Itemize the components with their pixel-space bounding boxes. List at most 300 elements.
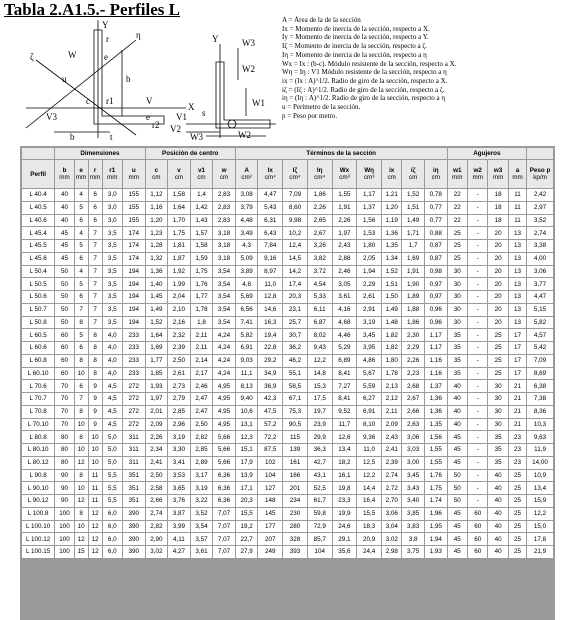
table-cell: 1,35 bbox=[382, 240, 401, 252]
table-cell: 2,98 bbox=[382, 546, 401, 558]
table-cell: 80 bbox=[55, 444, 73, 456]
table-cell: 7,07 bbox=[213, 521, 235, 533]
table-row bbox=[22, 304, 553, 316]
table-cell: 17 bbox=[509, 329, 526, 341]
table-cell: 1,88 bbox=[402, 304, 424, 316]
diagram-label-e1: e bbox=[104, 52, 108, 62]
table-cell: 1,81 bbox=[168, 240, 190, 252]
table-cell: 17,4 bbox=[283, 278, 307, 290]
table-cell: 12 bbox=[75, 533, 88, 545]
table-cell: 40 bbox=[488, 546, 507, 558]
table-cell: 4,11 bbox=[168, 533, 190, 545]
table-cell: 1,16 bbox=[425, 355, 447, 367]
table-cell: - bbox=[468, 202, 487, 214]
table-cell: 2,04 bbox=[168, 291, 190, 303]
legend-item: p = Peso por metro. bbox=[282, 111, 338, 120]
table-cell: 23,9 bbox=[308, 419, 332, 431]
table-cell: 1,59 bbox=[191, 253, 213, 265]
table-cell: 3,06 bbox=[382, 508, 401, 520]
table-cell: 5,59 bbox=[357, 380, 381, 392]
table-cell: 40 bbox=[55, 215, 73, 227]
table-cell: 8,13 bbox=[236, 380, 258, 392]
table-cell: 1,78 bbox=[382, 368, 401, 380]
table-cell: 35 bbox=[448, 368, 467, 380]
table-cell: 1,71 bbox=[402, 227, 424, 239]
table-cell: 3,85 bbox=[402, 508, 424, 520]
profile-name-cell: L 60.10 bbox=[22, 368, 54, 380]
table-cell: 0,87 bbox=[425, 240, 447, 252]
table-cell: 5,82 bbox=[527, 317, 553, 329]
table-cell: 3,5 bbox=[103, 240, 122, 252]
table-cell: 1,37 bbox=[425, 380, 447, 392]
table-row bbox=[22, 444, 553, 456]
table-cell: 2,61 bbox=[168, 368, 190, 380]
diagram-label-v3: V3 bbox=[46, 112, 57, 122]
table-cell: - bbox=[468, 380, 487, 392]
table-cell: 10,3 bbox=[527, 419, 553, 431]
table-cell: 12 bbox=[89, 533, 102, 545]
table-cell: 25 bbox=[509, 546, 526, 558]
table-cell: 1,56 bbox=[357, 215, 381, 227]
column-symbol: w3 bbox=[493, 167, 503, 174]
table-cell: 1,76 bbox=[425, 470, 447, 482]
table-cell: 9 bbox=[89, 406, 102, 418]
table-cell: 3,0 bbox=[103, 202, 122, 214]
profile-diagram bbox=[6, 20, 276, 142]
table-cell: 1,85 bbox=[146, 368, 168, 380]
table-cell: 5,0 bbox=[103, 444, 122, 456]
diagram-label-eta: η bbox=[136, 30, 141, 40]
table-cell: 13 bbox=[509, 227, 526, 239]
table-cell: 6 bbox=[75, 215, 88, 227]
profile-name-cell: L 70.10 bbox=[22, 419, 54, 431]
table-cell: 24,6 bbox=[333, 521, 357, 533]
table-cell: 2,74 bbox=[527, 227, 553, 239]
table-cell: 1,58 bbox=[191, 240, 213, 252]
table-cell: 3,18 bbox=[213, 227, 235, 239]
table-cell: 7 bbox=[89, 317, 102, 329]
table-cell: 104 bbox=[308, 546, 332, 558]
diagram-label-w3: W3 bbox=[242, 38, 255, 48]
table-cell: 11 bbox=[89, 470, 102, 482]
table-cell: 1,51 bbox=[382, 278, 401, 290]
diagram-label-v2: V2 bbox=[170, 124, 181, 134]
table-cell: 12,2 bbox=[357, 470, 381, 482]
table-cell: 3,0 bbox=[103, 215, 122, 227]
table-cell: 0,98 bbox=[425, 266, 447, 278]
profile-name-cell: L 50.5 bbox=[22, 278, 54, 290]
column-header bbox=[488, 160, 507, 188]
table-cell: 23 bbox=[509, 444, 526, 456]
table-cell: 5,43 bbox=[258, 202, 282, 214]
table-cell: 2,41 bbox=[146, 457, 168, 469]
table-cell: 1,37 bbox=[357, 202, 381, 214]
diagram-label-zeta: ζ bbox=[30, 52, 34, 62]
table-cell: 2,26 bbox=[402, 355, 424, 367]
table-cell: 7,07 bbox=[213, 533, 235, 545]
table-cell: 2,32 bbox=[168, 329, 190, 341]
table-cell: 1,52 bbox=[146, 317, 168, 329]
table-row bbox=[22, 419, 553, 431]
table-cell: - bbox=[468, 406, 487, 418]
table-cell: - bbox=[468, 393, 487, 405]
profiles-table-container bbox=[20, 146, 555, 620]
column-header bbox=[168, 160, 190, 188]
table-cell: 12,2 bbox=[308, 355, 332, 367]
table-cell: 18 bbox=[488, 189, 507, 201]
table-cell: 1,77 bbox=[146, 355, 168, 367]
header-blank bbox=[22, 148, 54, 159]
table-cell: 1,90 bbox=[402, 278, 424, 290]
table-cell: 29,2 bbox=[258, 355, 282, 367]
column-symbol: v bbox=[177, 167, 181, 174]
table-cell: 25 bbox=[488, 329, 507, 341]
column-symbol: r bbox=[93, 167, 97, 174]
table-cell: 1,76 bbox=[191, 278, 213, 290]
table-cell: 2,47 bbox=[191, 393, 213, 405]
group-agujeros: Agujeros bbox=[448, 148, 527, 159]
table-cell: 36,2 bbox=[283, 342, 307, 354]
column-unit: cm bbox=[197, 174, 206, 181]
table-cell: 16,4 bbox=[357, 495, 381, 507]
table-cell: 4,5 bbox=[103, 406, 122, 418]
table-cell: 30 bbox=[488, 393, 507, 405]
column-unit: mm bbox=[492, 174, 504, 181]
table-cell: 311 bbox=[123, 431, 145, 443]
table-cell: 25 bbox=[488, 342, 507, 354]
table-cell: 3,54 bbox=[213, 266, 235, 278]
table-cell: 390 bbox=[123, 546, 145, 558]
table-cell: 1,69 bbox=[402, 253, 424, 265]
table-cell: 390 bbox=[123, 508, 145, 520]
column-header bbox=[258, 160, 282, 188]
table-cell: 3,43 bbox=[402, 482, 424, 494]
table-cell: 100 bbox=[55, 508, 73, 520]
legend-item: Wη = Iη : V1 Módulo resistente de la sección, respecto a η bbox=[282, 68, 447, 77]
table-cell: 15,3 bbox=[308, 380, 332, 392]
profile-name-cell: L 60.6 bbox=[22, 342, 54, 354]
table-cell: 3,40 bbox=[402, 495, 424, 507]
table-cell: 11 bbox=[89, 482, 102, 494]
table-cell: 2,96 bbox=[168, 419, 190, 431]
table-cell: - bbox=[468, 240, 487, 252]
table-cell: 23 bbox=[509, 457, 526, 469]
column-symbol: Peso p bbox=[529, 167, 551, 174]
table-cell: 52,5 bbox=[308, 482, 332, 494]
column-symbol: Wx bbox=[339, 167, 350, 174]
table-cell: 1,34 bbox=[382, 253, 401, 265]
table-cell: 7 bbox=[75, 304, 88, 316]
table-cell: 2,39 bbox=[168, 342, 190, 354]
column-header bbox=[425, 160, 447, 188]
table-cell: 1,80 bbox=[357, 240, 381, 252]
table-cell: 13 bbox=[509, 278, 526, 290]
table-cell: 5 bbox=[75, 329, 88, 341]
table-cell: 14,00 bbox=[527, 457, 553, 469]
table-cell: 8,69 bbox=[527, 368, 553, 380]
diagram-label-u: u bbox=[62, 74, 67, 84]
table-cell: 1,64 bbox=[168, 202, 190, 214]
table-cell: 20,9 bbox=[357, 533, 381, 545]
table-cell: 5,66 bbox=[213, 444, 235, 456]
table-cell: 8 bbox=[75, 406, 88, 418]
group-terminos-seccion: Términos de la sección bbox=[236, 148, 447, 159]
table-cell: 390 bbox=[123, 533, 145, 545]
table-cell: - bbox=[468, 266, 487, 278]
column-unit: mm bbox=[59, 174, 70, 181]
table-cell: 87,5 bbox=[258, 444, 282, 456]
table-cell: 20 bbox=[488, 227, 507, 239]
table-cell: 30 bbox=[488, 419, 507, 431]
column-unit: mm bbox=[472, 174, 483, 181]
table-cell: 11 bbox=[89, 495, 102, 507]
table-cell: 11,9 bbox=[527, 444, 553, 456]
table-cell: 4,24 bbox=[213, 342, 235, 354]
table-cell: 390 bbox=[123, 521, 145, 533]
table-cell: 6,0 bbox=[103, 533, 122, 545]
table-cell: 3,5 bbox=[103, 253, 122, 265]
table-cell: 1,45 bbox=[146, 291, 168, 303]
table-cell: 60 bbox=[468, 508, 487, 520]
column-symbol: v1 bbox=[197, 167, 205, 174]
table-cell: 4,0 bbox=[103, 355, 122, 367]
diagram-label-w1: W1 bbox=[252, 98, 265, 108]
table-cell: 3,19 bbox=[357, 317, 381, 329]
table-cell: 20 bbox=[488, 240, 507, 252]
table-cell: 2,66 bbox=[146, 495, 168, 507]
table-cell: - bbox=[468, 482, 487, 494]
table-cell: 2,29 bbox=[402, 342, 424, 354]
table-cell: 0,87 bbox=[425, 253, 447, 265]
table-cell: 351 bbox=[123, 495, 145, 507]
column-header bbox=[236, 160, 258, 188]
table-cell: 2,65 bbox=[308, 215, 332, 227]
table-cell: 2,63 bbox=[402, 419, 424, 431]
table-cell: 25 bbox=[509, 533, 526, 545]
table-cell: 10 bbox=[75, 482, 88, 494]
table-cell: 25 bbox=[448, 253, 467, 265]
table-cell: 12,8 bbox=[258, 291, 282, 303]
table-cell: 2,85 bbox=[168, 406, 190, 418]
table-cell: 3,57 bbox=[191, 533, 213, 545]
table-cell: 1,80 bbox=[382, 355, 401, 367]
table-cell: 2,67 bbox=[402, 393, 424, 405]
table-cell: 1,96 bbox=[425, 508, 447, 520]
table-cell: 7,07 bbox=[213, 508, 235, 520]
table-cell: 11 bbox=[509, 189, 526, 201]
table-cell: 3,83 bbox=[402, 521, 424, 533]
table-cell: 177 bbox=[258, 521, 282, 533]
table-cell: 8 bbox=[89, 329, 102, 341]
column-header bbox=[75, 160, 88, 188]
table-cell: 13 bbox=[509, 304, 526, 316]
table-cell: 3,75 bbox=[402, 546, 424, 558]
column-symbol: b bbox=[62, 167, 67, 174]
table-cell: 8 bbox=[89, 342, 102, 354]
diagram-label-y2: Y bbox=[212, 34, 219, 44]
table-row bbox=[22, 495, 553, 507]
table-cell: 1,75 bbox=[191, 266, 213, 278]
table-cell: 3,03 bbox=[402, 444, 424, 456]
table-cell: 5,69 bbox=[236, 291, 258, 303]
table-cell: 24,4 bbox=[357, 546, 381, 558]
table-cell: 272 bbox=[123, 419, 145, 431]
table-cell: 4,00 bbox=[527, 253, 553, 265]
table-cell: 3,8 bbox=[402, 533, 424, 545]
column-symbol: w2 bbox=[473, 167, 482, 174]
table-cell: 2,11 bbox=[382, 406, 401, 418]
table-cell: 1,50 bbox=[382, 291, 401, 303]
table-cell: 1,20 bbox=[146, 215, 168, 227]
table-cell: 2,05 bbox=[357, 253, 381, 265]
profile-name-cell: L 45.5 bbox=[22, 240, 54, 252]
group-dimensiones: Dimensiones bbox=[55, 148, 144, 159]
table-cell: 40 bbox=[448, 380, 467, 392]
table-cell: 19,4 bbox=[258, 329, 282, 341]
table-cell: 80 bbox=[55, 457, 73, 469]
table-cell: 20 bbox=[488, 253, 507, 265]
table-cell: 201 bbox=[283, 482, 307, 494]
table-cell: 30,7 bbox=[283, 329, 307, 341]
legend-item: Ix = Momento de inercia de la sección, respecto a X. bbox=[282, 24, 430, 33]
table-cell: 7 bbox=[89, 266, 102, 278]
table-row bbox=[22, 482, 553, 494]
table-cell: 6,36 bbox=[213, 495, 235, 507]
table-cell: 12 bbox=[75, 495, 88, 507]
table-cell: 2,47 bbox=[191, 406, 213, 418]
table-cell: 11,7 bbox=[333, 419, 357, 431]
table-cell: 4,57 bbox=[527, 329, 553, 341]
table-cell: 47,5 bbox=[258, 406, 282, 418]
profile-name-cell: L 100.12 bbox=[22, 533, 54, 545]
column-symbol: Iη bbox=[316, 167, 323, 174]
table-cell: 12,3 bbox=[236, 431, 258, 443]
table-cell: 40 bbox=[448, 406, 467, 418]
table-cell: 4,0 bbox=[103, 329, 122, 341]
table-cell: 0,78 bbox=[425, 189, 447, 201]
legend-item: Iζ = Momento de inercia de la sección, respecto a ζ. bbox=[282, 42, 428, 51]
legend-item: A = Área de la de la sección bbox=[282, 16, 361, 24]
table-cell: 3,06 bbox=[402, 431, 424, 443]
table-cell: 10,9 bbox=[527, 470, 553, 482]
table-cell: - bbox=[468, 291, 487, 303]
table-cell: 45 bbox=[55, 227, 73, 239]
table-cell: 1,8 bbox=[191, 317, 213, 329]
table-cell: 4,24 bbox=[213, 355, 235, 367]
table-cell: 0,77 bbox=[425, 202, 447, 214]
table-cell: 3,30 bbox=[168, 444, 190, 456]
table-cell: 35 bbox=[488, 431, 507, 443]
table-cell: 3,0 bbox=[103, 189, 122, 201]
column-header bbox=[213, 160, 235, 188]
table-cell: 50 bbox=[55, 278, 73, 290]
table-cell: 8 bbox=[75, 431, 88, 443]
table-cell: 45 bbox=[55, 240, 73, 252]
table-cell: 30 bbox=[448, 317, 467, 329]
table-cell: 50 bbox=[448, 495, 467, 507]
profile-name-cell: L 80.8 bbox=[22, 431, 54, 443]
column-unit: mm bbox=[452, 174, 463, 181]
column-header bbox=[123, 160, 145, 188]
table-cell: 4,95 bbox=[213, 393, 235, 405]
table-cell: 2,14 bbox=[191, 355, 213, 367]
table-cell: 59,8 bbox=[308, 508, 332, 520]
table-cell: 45 bbox=[448, 521, 467, 533]
column-header bbox=[509, 160, 526, 188]
column-symbol: A bbox=[244, 167, 249, 174]
table-cell: 20 bbox=[488, 304, 507, 316]
table-cell: 3,95 bbox=[357, 342, 381, 354]
table-cell: 2,39 bbox=[382, 457, 401, 469]
table-cell: 40 bbox=[448, 419, 467, 431]
table-cell: 1,20 bbox=[382, 202, 401, 214]
diagram-label-b: b bbox=[126, 74, 131, 84]
table-cell: 17 bbox=[509, 342, 526, 354]
table-cell: 17,1 bbox=[236, 482, 258, 494]
table-cell: 17,5 bbox=[308, 393, 332, 405]
table-cell: 2,66 bbox=[402, 406, 424, 418]
table-cell: 4,46 bbox=[333, 329, 357, 341]
table-cell: 90 bbox=[55, 470, 73, 482]
table-cell: 2,89 bbox=[191, 457, 213, 469]
table-row bbox=[22, 368, 553, 380]
table-cell: 6,31 bbox=[258, 215, 282, 227]
table-cell: 10 bbox=[75, 521, 88, 533]
table-cell: 1,78 bbox=[191, 304, 213, 316]
table-cell: 3,38 bbox=[527, 240, 553, 252]
table-cell: 2,90 bbox=[146, 533, 168, 545]
table-cell: 3,5 bbox=[103, 317, 122, 329]
legend-item: u = Perímetro de la sección. bbox=[282, 103, 361, 112]
table-cell: 1,75 bbox=[425, 482, 447, 494]
table-cell: 3,02 bbox=[382, 533, 401, 545]
table-cell: 15,5 bbox=[236, 508, 258, 520]
table-cell: 19,2 bbox=[236, 521, 258, 533]
table-cell: 40 bbox=[488, 482, 507, 494]
table-cell: 2,09 bbox=[146, 419, 168, 431]
legend-item: Iη = Momento de inercia de la sección, respecto a η bbox=[282, 50, 427, 59]
table-cell: 145 bbox=[258, 508, 282, 520]
profile-name-cell: L 45.6 bbox=[22, 253, 54, 265]
table-cell: 1,58 bbox=[168, 189, 190, 201]
profile-name-cell: L 70.6 bbox=[22, 380, 54, 392]
table-cell: 6,0 bbox=[103, 508, 122, 520]
column-symbol: iη bbox=[432, 167, 439, 174]
profile-name-cell: L 70.7 bbox=[22, 393, 54, 405]
table-cell: 174 bbox=[123, 227, 145, 239]
table-cell: 7,07 bbox=[213, 546, 235, 558]
table-row bbox=[22, 393, 553, 405]
table-cell: 21 bbox=[509, 419, 526, 431]
table-cell: - bbox=[468, 457, 487, 469]
table-cell: 0,97 bbox=[425, 278, 447, 290]
table-cell: 234 bbox=[283, 495, 307, 507]
table-cell: 12,4 bbox=[283, 240, 307, 252]
table-cell: 25 bbox=[509, 482, 526, 494]
table-cell: 1,97 bbox=[146, 393, 168, 405]
table-cell: 280 bbox=[283, 521, 307, 533]
table-cell: 2,73 bbox=[168, 380, 190, 392]
table-cell: 3,54 bbox=[213, 278, 235, 290]
table-cell: 1,36 bbox=[425, 406, 447, 418]
table-cell: 3,22 bbox=[191, 495, 213, 507]
table-cell: 30 bbox=[448, 278, 467, 290]
table-cell: 14,5 bbox=[283, 253, 307, 265]
table-cell: 25 bbox=[488, 368, 507, 380]
table-cell: 2,43 bbox=[333, 240, 357, 252]
table-cell: 3,05 bbox=[333, 278, 357, 290]
table-cell: 19,7 bbox=[308, 406, 332, 418]
